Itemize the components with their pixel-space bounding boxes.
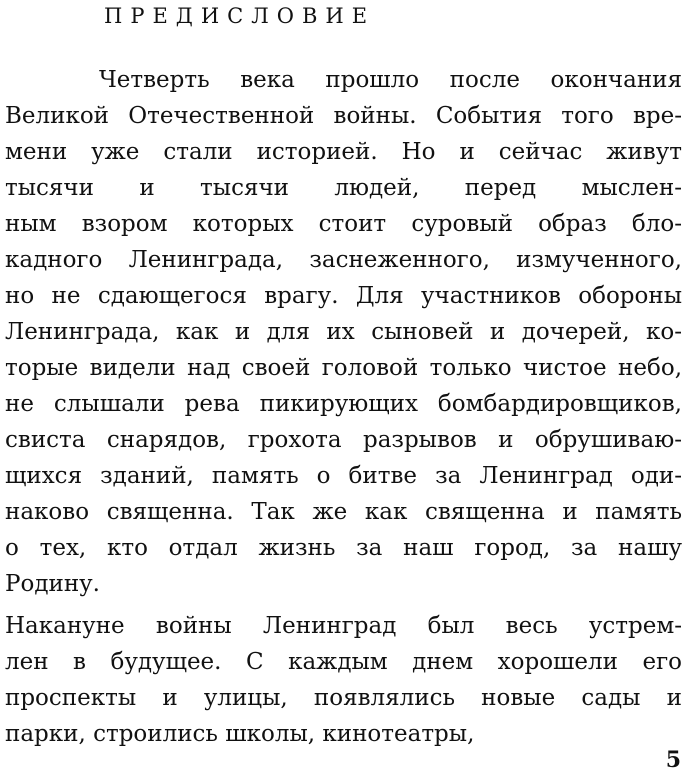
- text-line: наково священна. Так же как священна и память: [5, 499, 682, 525]
- text-line: Родину.: [5, 571, 100, 597]
- paragraph-2: [5, 608, 682, 752]
- text-line: Накануне войны Ленинград был весь устрем-: [5, 613, 682, 639]
- text-line: тысячи и тысячи людей, перед мыслен-: [5, 175, 682, 201]
- text-line: щихся зданий, память о битве за Ленинград оди-: [5, 463, 682, 489]
- text-line: проспекты и улицы, появлялись новые сады и: [5, 685, 682, 711]
- text-line: торые видели над своей головой только чистое небо,: [5, 355, 682, 381]
- paragraph-1: [5, 62, 682, 602]
- text-line: лен в будущее. С каждым днем хорошели его: [5, 649, 682, 675]
- section-heading: ПРЕДИСЛОВИЕ: [104, 4, 376, 28]
- text-line: но не сдающегося врагу. Для участников обороны: [5, 283, 682, 309]
- text-line: парки, строились школы, кинотеатры,: [5, 721, 475, 747]
- text-line: о тех, кто отдал жизнь за наш город, за нашу: [5, 535, 682, 561]
- text-line: ным взором которых стоит суровый образ бло-: [5, 211, 682, 237]
- text-line: Великой Отечественной войны. События того вре-: [5, 103, 682, 129]
- text-line: мени уже стали историей. Но и сейчас живут: [5, 139, 682, 165]
- text-line: свиста снарядов, грохота разрывов и обрушиваю-: [5, 427, 682, 453]
- page-number: 5: [665, 747, 681, 773]
- text-line: не слышали рева пикирующих бомбардировщиков,: [5, 391, 682, 417]
- text-line: Четверть века прошло после окончания: [99, 67, 682, 93]
- text-line: Ленинграда, как и для их сыновей и дочерей, ко-: [5, 319, 682, 345]
- body-text: [5, 62, 682, 752]
- text-line: кадного Ленинграда, заснеженного, измученного,: [5, 247, 682, 273]
